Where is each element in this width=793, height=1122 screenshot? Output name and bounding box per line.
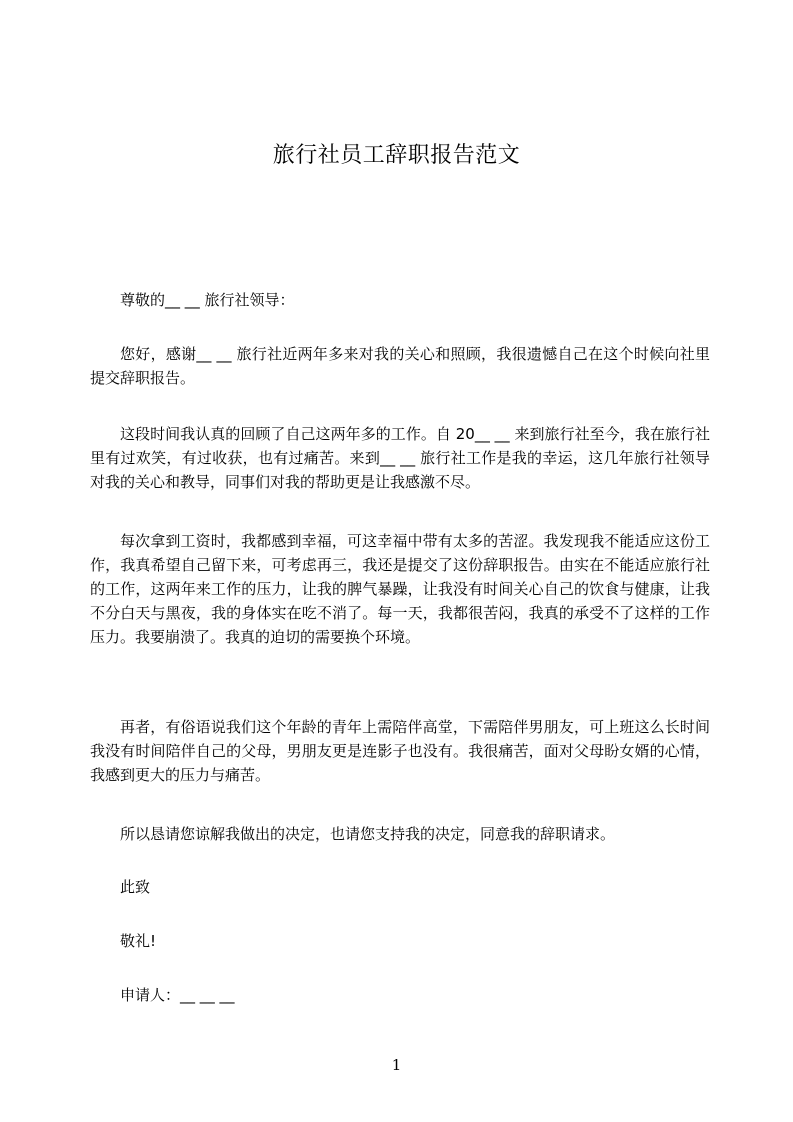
paragraph-4: 再者，有俗语说我们这个年龄的青年上需陪伴高堂，下需陪伴男朋友，可上班这么长时间我没有时间陪伴自己的父母，男朋友更是连影子也没有。我很痛苦，面对父母盼女婿的心情，我感到更大的压力与痛苦。 [90,718,710,784]
closing-line-1: 此致 [120,878,151,896]
signer-line: 申请人：__ __ __ [120,986,235,1004]
closing-line-2: 敬礼! [120,932,157,950]
paragraph-5: 所以恳请您谅解我做出的决定，也请您支持我的决定，同意我的辞职请求。 [120,825,616,843]
paragraph-3: 每次拿到工资时，我都感到幸福，可这幸福中带有太多的苦涩。我发现我不能适应这份工作，我真希望自己留下来，可考虑再三，我还是提交了这份辞职报告。由实在不能适应旅行社的工作，这两年来工作的压力，让我的脾气暴躁，让我没有时间关心自己的饮食与健康，让我不分白天与黑夜，我的身体实在吃不消了。每一天，我都很苦闷，我真的承受不了这样的工作压力。我要崩溃了。我真的迫切的需要换个环境。 [90,532,710,646]
salutation: 尊敬的__ __ 旅行社领导： [120,291,295,309]
paragraph-2: 这段时间我认真的回顾了自己这两年多的工作。自 20__ __ 来到旅行社至今，我在旅行社里有过欢笑，有过收获，也有过痛苦。来到__ __ 旅行社工作是我的幸运，这几年旅行社领导对我的关心和教导，同事们对我的帮助更是让我感激不尽。 [90,425,710,491]
page-number: 1 [391,1056,402,1074]
paragraph-1: 您好，感谢__ __ 旅行社近两年多来对我的关心和照顾，我很遗憾自己在这个时候向社里提交辞职报告。 [90,345,710,387]
document-title: 旅行社员工辞职报告范文 [272,143,521,168]
